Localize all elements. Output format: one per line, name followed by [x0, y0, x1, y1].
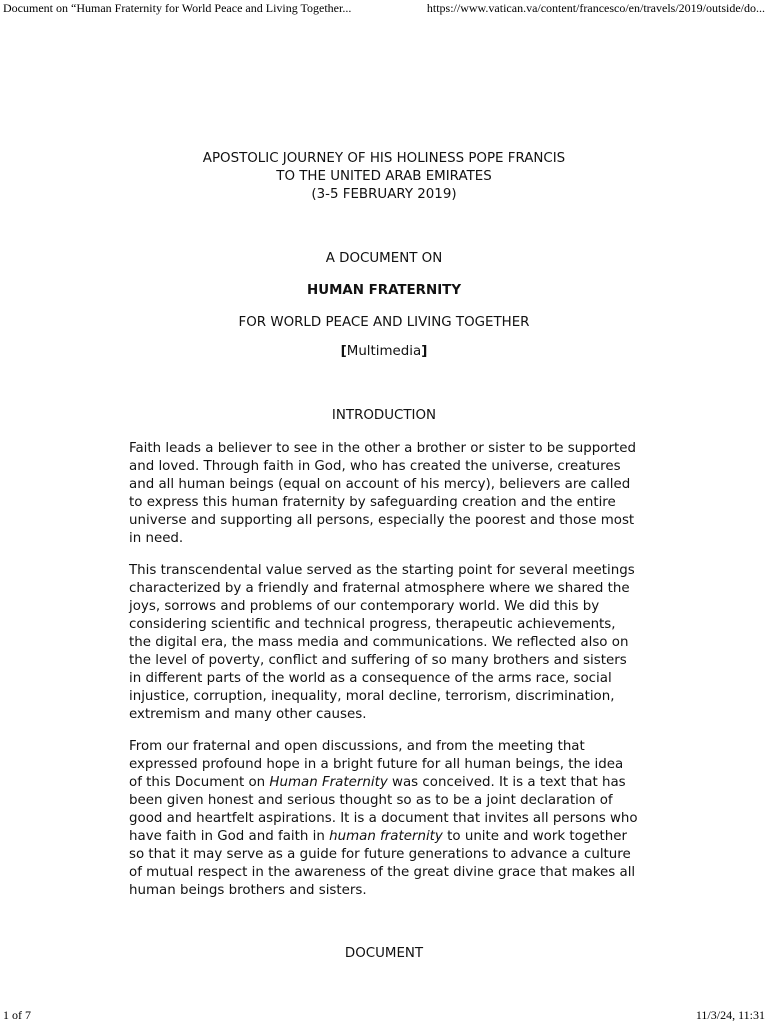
- multimedia-link[interactable]: Multimedia: [346, 344, 422, 359]
- intro-paragraph-2: This transcendental value served as the starting point for several meetings characterized by a friendly and fraternal atmosphere where we shared the joys, sorrows and problems of our contemporary world. We did this by considering scientific and technical progress, therapeutic achievements, the digital era, the mass media and communications. We reflected also on the level of poverty, conflict and suffering of so many brothers and sisters in different parts of the world as a consequence of the arms race, social injustice, corruption, inequality, moral decline, terrorism, discrimination, extremism and many other causes.: [129, 563, 635, 722]
- print-url: https://www.vatican.va/content/francesco/en/travels/2019/outside/do...: [426, 1, 765, 15]
- multimedia-line: [129, 343, 639, 361]
- introduction-heading: INTRODUCTION: [331, 408, 437, 423]
- journey-dates: (3-5 FEBRUARY 2019): [311, 187, 457, 202]
- p3-text-c: to unite and work together so that it may serve as a guide for future generations to advance a culture of mutual respect in the awareness of the great divine grace that makes all human beings brothers and sisters.: [129, 829, 636, 898]
- intro-paragraph-3: [129, 738, 639, 900]
- document-title: HUMAN FRATERNITY: [306, 283, 462, 298]
- doc-on-heading: A DOCUMENT ON: [325, 251, 443, 266]
- print-header: [0, 1, 768, 16]
- print-page-title: Document on “Human Fraternity for World Peace and Living Together...: [3, 1, 352, 15]
- journey-line-2: TO THE UNITED ARAB EMIRATES: [276, 169, 492, 184]
- bracket-open: [: [340, 344, 347, 359]
- print-footer: [0, 1008, 768, 1023]
- p3-text-a: From our fraternal and open discussions, and from the meeting that expressed profound hope in a bright future for all human beings, the idea of this Document on: [129, 739, 624, 790]
- document-subtitle: FOR WORLD PEACE AND LIVING TOGETHER: [238, 315, 530, 330]
- document-body: [129, 150, 639, 963]
- page-number: 1 of 7: [3, 1008, 31, 1022]
- print-datetime: 11/3/24, 11:31: [695, 1008, 765, 1022]
- document-section-heading: DOCUMENT: [344, 946, 424, 961]
- intro-paragraph-1: Faith leads a believer to see in the other a brother or sister to be supported and loved. Through faith in God, who has created the universe, creatures and all human beings (equal on account of his mercy), believers are called to express this human fraternity by safeguarding creation and the entire universe and supporting all persons, especially the poorest and those most in need.: [129, 441, 636, 546]
- journey-line-1: APOSTOLIC JOURNEY OF HIS HOLINESS POPE FRANCIS: [202, 151, 566, 166]
- p3-emphasis-2: human fraternity: [329, 829, 443, 844]
- p3-emphasis-1: Human Fraternity: [269, 775, 388, 790]
- bracket-close: ]: [421, 344, 428, 359]
- journey-heading: [129, 150, 639, 204]
- p3-text-b: was conceived. It is a text that has been given honest and serious thought so as to be a joint declaration of good and heartfelt aspirations. It is a document that invites all persons who have faith in God and faith in: [129, 775, 638, 844]
